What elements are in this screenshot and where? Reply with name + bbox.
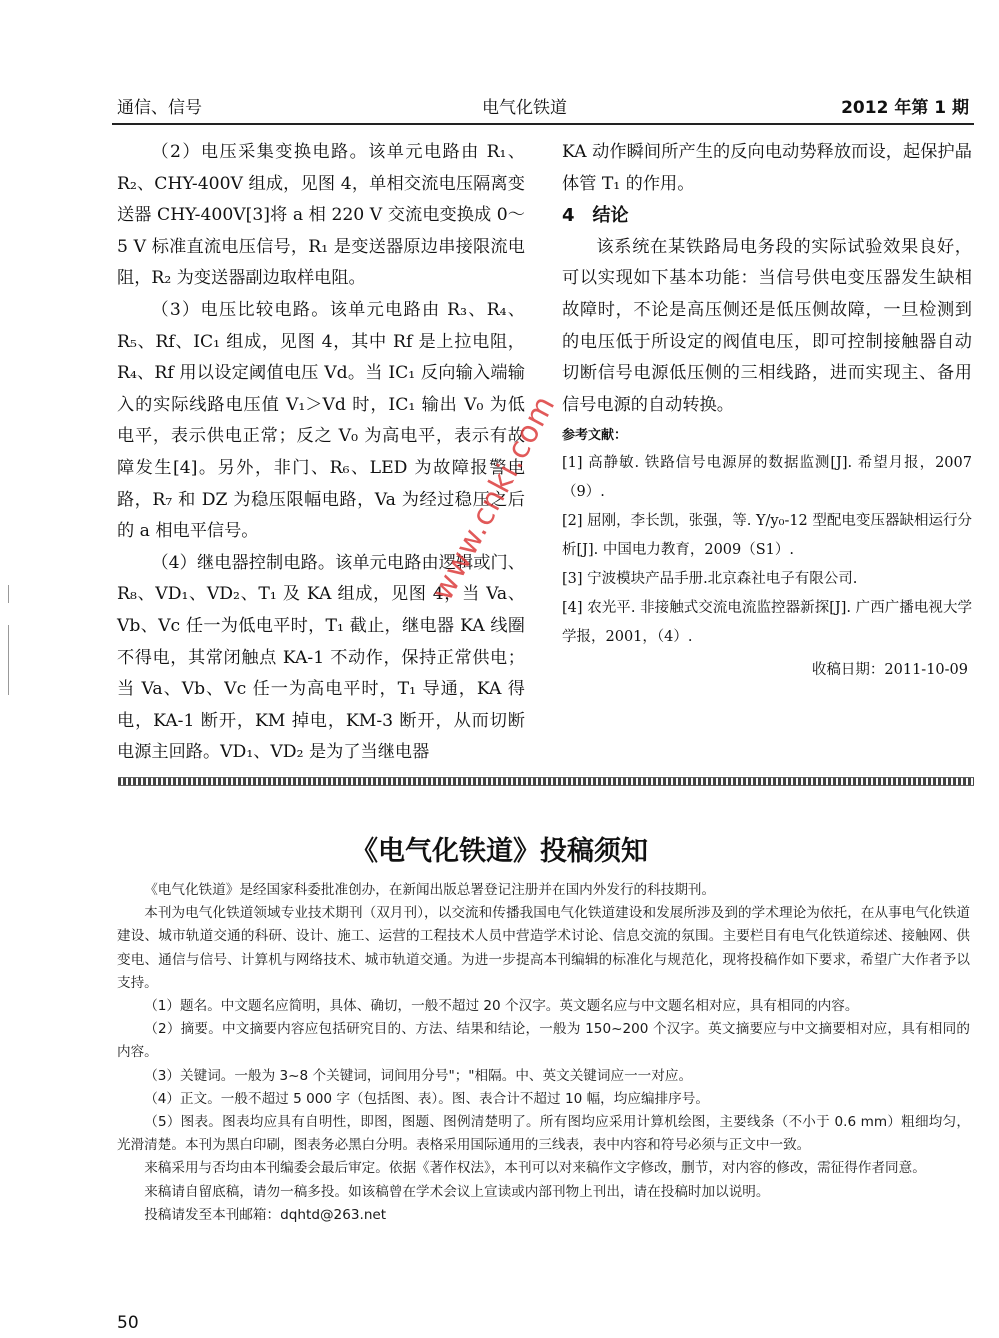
reference-item: [3] 宁波模块产品手册.北京森社电子有限公司.	[562, 571, 858, 588]
watermark-text: www.cnki.com	[425, 389, 563, 607]
reference-item: [4] 农光平. 非接触式交流电流监控器新探[J]. 广西广播电视大学学报，2001，（4）.	[562, 600, 972, 646]
notice-paragraph: （3）关键词。一般为 3~8 个关键词，词间用分号"；"相隔。中、英文关键词应一一对应。	[144, 1067, 693, 1084]
received-date: 收稿日期：2011-10-09	[811, 662, 968, 679]
notice-paragraph: 《电气化铁道》是经国家科委批准创办，在新闻出版总署登记注册并在国内外发行的科技期刊。	[144, 882, 716, 898]
notice-title: 《电气化铁道》投稿须知	[351, 836, 648, 867]
scan-margin-mark	[8, 585, 9, 603]
paragraph-voltage-comparison: （3）电压比较电路。该单元电路由 R₃、R₄、R₅、Rf、IC₁ 组成，见图 4，其中 Rf 是上拉电阻，R₄、Rf 用以设定阈值电压 Vd。当 IC₁ 反向输入端输入的实际线路电压值 V₁＞Vd 时，IC₁ 输出 V₀ 为低电平，表示供电正常；反之 V₀ 为高电平，表示有故障发生[4]。另外，非门、R₆、LED 为故障报警电路，R₇ 和 DZ 为稳压限幅电路，Va 为经过稳压之后的 a 相电平信号。	[117, 299, 525, 542]
running-header-section: 通信、信号	[117, 98, 202, 118]
header-rule	[112, 123, 974, 125]
submission-notice	[117, 879, 970, 1227]
paragraph-voltage-acquisition: （2）电压采集变换电路。该单元电路由 R₁、R₂、CHY-400V 组成，见图 4，单相交流电压隔离变送器 CHY-400V[3]将 a 相 220 V 交流电变换成 0～5 V 标准直流电压信号，R₁ 是变送器原边串接限流电阻，R₂ 为变送器副边取样电阻。	[117, 142, 525, 289]
running-header-journal: 电气化铁道	[482, 98, 567, 118]
notice-paragraph: 本刊为电气化铁道领域专业技术期刊（双月刊），以交流和传播我国电气化铁道建设和发展所涉及到的学术理论为依托，在从事电气化铁道建设、城市轨道交通的科研、设计、施工、运营的工程技术人员中营造学术讨论、信息交流的氛围。主要栏目有电气化铁道综述、接触网、供变电、通信与信号、计算机与网络技术、城市轨道交通。为进一步提高本刊编辑的标准化与规范化，现将投稿作如下要求，希望广大作者予以支持。	[117, 905, 970, 991]
reference-item: [1] 高静敏. 铁路信号电源屏的数据监测[J]. 希望月报，2007（9）.	[562, 455, 972, 501]
notice-paragraph: （5）图表。图表均应具有自明性，即图，图题、图例清楚明了。所有图均应采用计算机绘图，主要线条（不小于 0.6 mm）粗细均匀，光滑清楚。本刊为黑白印刷，图表务必黑白分明。表格采用国际通用的三线表，表中内容和符号必须与正文中一致。	[117, 1114, 970, 1154]
reference-item: [2] 屈刚，李长凯，张强，等. Y/y₀-12 型配电变压器缺相运行分析[J]. 中国电力教育，2009（S1）.	[562, 513, 972, 559]
left-column	[117, 137, 525, 769]
notice-paragraph: （2）摘要。中文摘要内容应包括研究目的、方法、结果和结论，一般为 150~200 个汉字。英文摘要应与中文摘要相对应，具有相同的内容。	[117, 1021, 970, 1061]
references-heading: 参考文献：	[562, 428, 628, 444]
notice-paragraph: （4）正文。一般不超过 5 000 字（包括图、表）。图、表合计不超过 10 幅，均应编排序号。	[144, 1090, 709, 1107]
page-number: 50	[117, 1313, 139, 1333]
section-title-conclusion: 4 结论	[562, 205, 629, 227]
paragraph-continuation: KA 动作瞬间所产生的反向电动势释放而设，起保护晶体管 T₁ 的作用。	[562, 142, 972, 194]
running-header-issue: 2012 年第 1 期	[841, 98, 969, 118]
scan-margin-mark	[8, 625, 9, 695]
paragraph-relay-control: （4）继电器控制电路。该单元电路由逻辑或门、R₈、VD₁、VD₂、T₁ 及 KA 组成，见图 4，当 Va、Vb、Vc 任一为低电平时，T₁ 截止，继电器 KA 线圈不得电，其常闭触点 KA-1 不动作，保持正常供电；当 Va、Vb、Vc 任一为高电平时，T₁ 导通，KA 得电，KA-1 断开，KM 掉电，KM-3 断开，从而切断电源主回路。VD₁、VD₂ 是为了当继电器	[117, 552, 525, 763]
right-column	[562, 137, 972, 685]
decorative-divider	[118, 777, 974, 786]
notice-paragraph: 来稿请自留底稿，请勿一稿多投。如该稿曾在学术会议上宣读或内部刊物上刊出，请在投稿时加以说明。	[144, 1183, 770, 1200]
paragraph-conclusion: 该系统在某铁路局电务段的实际试验效果良好，可以实现如下基本功能：当信号供电变压器发生缺相故障时，不论是高压侧还是低压侧故障，一旦检测到的电压低于所设定的阀值电压，即可控制接触器自动切断信号电源低压侧的三相线路，进而实现主、备用信号电源的自动转换。	[562, 236, 972, 415]
notice-paragraph: （1）题名。中文题名应简明，具体、确切，一般不超过 20 个汉字。英文题名应与中文题名相对应，具有相同的内容。	[144, 998, 859, 1015]
notice-email: 投稿请发至本刊邮箱：dqhtd@263.net	[144, 1206, 387, 1223]
notice-paragraph: 来稿采用与否均由本刊编委会最后审定。依据《著作权法》，本刊可以对来稿作文字修改，删节，对内容的修改，需征得作者同意。	[144, 1160, 926, 1177]
